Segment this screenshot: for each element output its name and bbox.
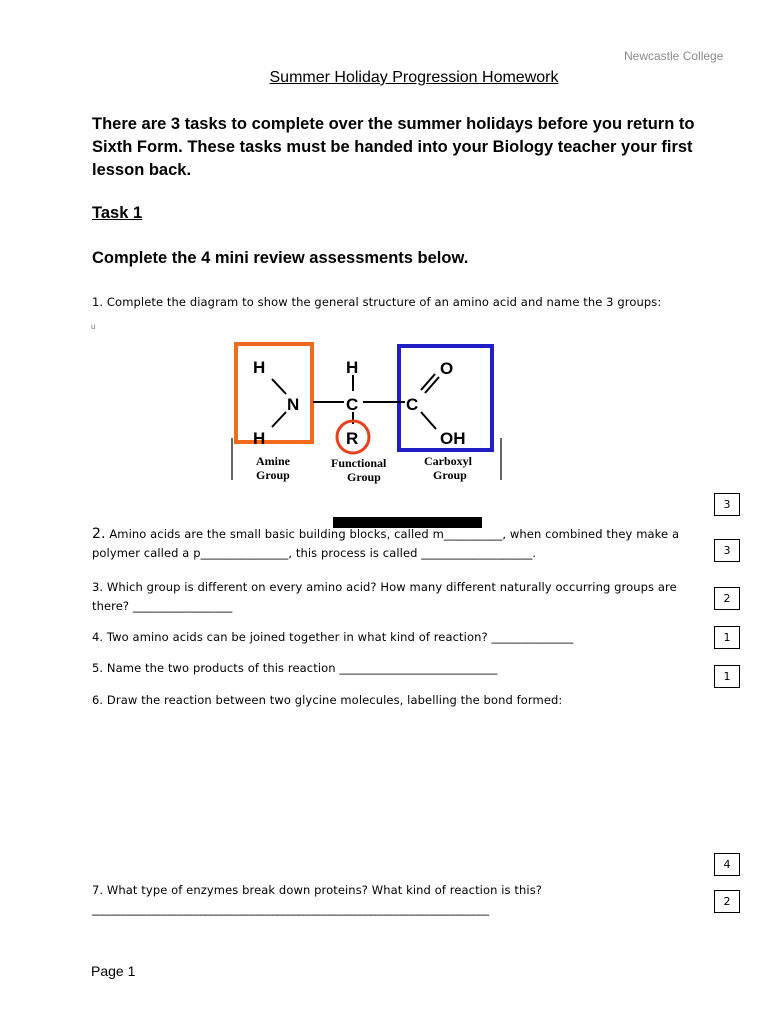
question-3-line-2: there? _________________	[92, 599, 233, 613]
score-box: 4	[714, 853, 740, 876]
question-7-line-2: _____________________________________________________________________________	[92, 902, 489, 916]
question-2	[92, 525, 702, 563]
score-box: 3	[714, 539, 740, 562]
question-7	[92, 881, 712, 919]
label-carboxyl-1: Carboxyl	[424, 454, 472, 468]
intro-highlight: 3 tasks	[170, 115, 227, 133]
amino-acid-diagram	[225, 338, 510, 488]
question-2-line-2: polymer called a p_______________, this process is called ___________________.	[92, 546, 537, 560]
task-heading: Task 1	[92, 204, 143, 222]
subheading: Complete the 4 mini review assessments below.	[92, 249, 469, 267]
intro-paragraph	[92, 113, 732, 182]
question-1: 1. Complete the diagram to show the general structure of an amino acid and name the 3 groups:	[92, 295, 662, 309]
question-2-line-1: Amino acids are the small basic building blocks, called m__________, when combined they make a	[105, 527, 680, 541]
page-number: Page 1	[91, 963, 136, 979]
atom-h-left-bottom: H	[253, 429, 266, 448]
score-box: 1	[714, 626, 740, 649]
document-title: Summer Holiday Progression Homework	[269, 69, 559, 86]
tiny-mark: u	[91, 322, 96, 331]
score-box: 2	[714, 587, 740, 610]
header-org: Newcastle College	[624, 49, 724, 63]
question-6: 6. Draw the reaction between two glycine molecules, labelling the bond formed:	[92, 693, 563, 707]
atom-o: O	[440, 359, 454, 378]
question-7-line-1: 7. What type of enzymes break down proteins? What kind of reaction is this?	[92, 883, 542, 897]
label-functional-2: Group	[347, 470, 381, 484]
score-box: 3	[714, 493, 740, 516]
question-3	[92, 578, 702, 616]
score-box: 1	[714, 665, 740, 688]
label-amine-2: Group	[256, 468, 290, 482]
atom-h-left-top: H	[253, 358, 266, 377]
label-functional-1: Functional	[331, 456, 387, 470]
atom-c-center: C	[346, 395, 359, 414]
intro-text-2: to complete over the summer holidays before you return to Sixth Form. These tasks must be handed into your Biology teacher your first lesson back.	[92, 115, 695, 179]
atom-oh: OH	[440, 429, 466, 448]
question-3-line-1: 3. Which group is different on every amino acid? How many different naturally occurring groups are	[92, 580, 677, 594]
label-carboxyl-2: Group	[433, 468, 467, 482]
atom-c-right: C	[406, 395, 419, 414]
question-2-number: 2.	[92, 526, 106, 542]
atom-h-top: H	[346, 358, 359, 377]
question-5: 5. Name the two products of this reaction ___________________________	[92, 661, 498, 675]
atom-n: N	[287, 395, 300, 414]
intro-text-1: There are	[92, 115, 171, 133]
score-box: 2	[714, 890, 740, 913]
atom-r: R	[346, 429, 359, 448]
amine-box	[236, 344, 312, 442]
question-4: 4. Two amino acids can be joined together in what kind of reaction? ______________	[92, 630, 574, 644]
label-amine-1: Amine	[256, 454, 290, 468]
